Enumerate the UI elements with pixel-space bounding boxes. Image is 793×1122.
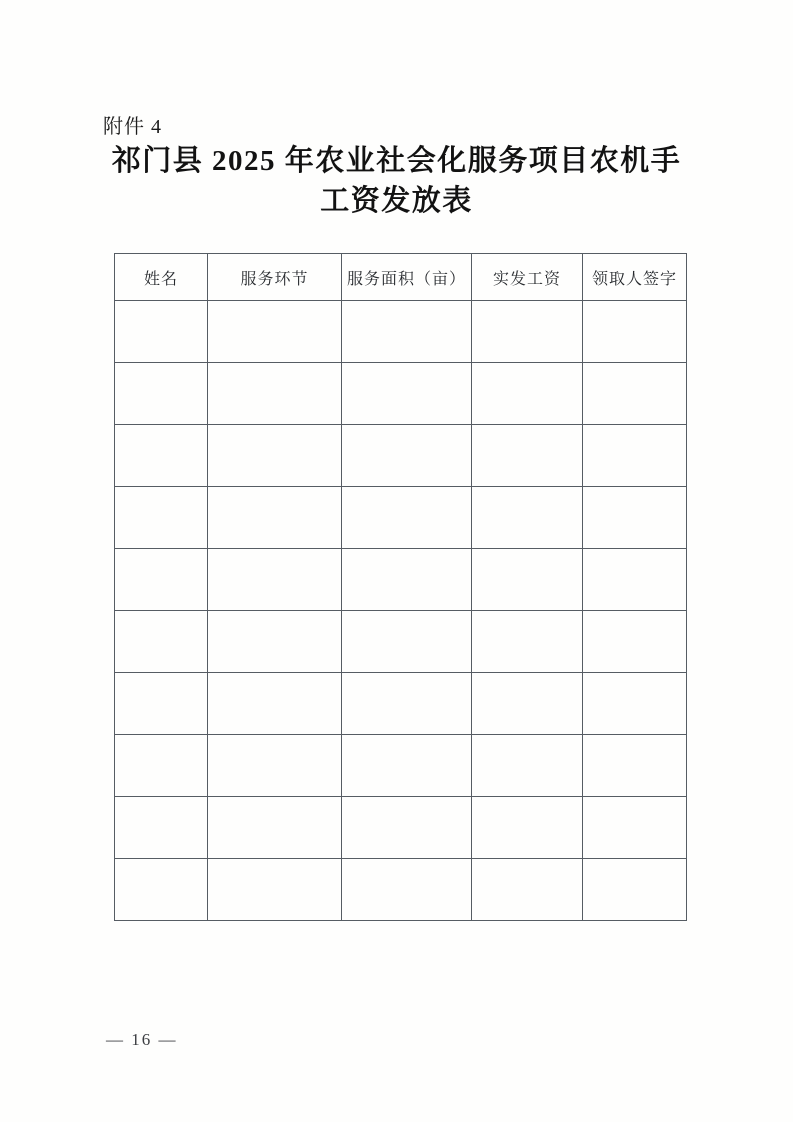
table-cell	[342, 487, 472, 549]
table-cell	[472, 425, 583, 487]
table-cell	[583, 363, 687, 425]
table-cell	[115, 735, 208, 797]
table-row	[115, 301, 687, 363]
table-cell	[208, 487, 342, 549]
table-row	[115, 363, 687, 425]
table-cell	[115, 611, 208, 673]
table-cell	[115, 549, 208, 611]
table-cell	[472, 797, 583, 859]
table-cell	[472, 363, 583, 425]
table-header-cell: 姓名	[115, 254, 208, 301]
table-row	[115, 673, 687, 735]
table-row	[115, 735, 687, 797]
table-cell	[208, 301, 342, 363]
attachment-label: 附件 4	[103, 116, 162, 138]
table-row	[115, 425, 687, 487]
table-row	[115, 797, 687, 859]
table-header-cell: 服务环节	[208, 254, 342, 301]
table-cell	[208, 363, 342, 425]
table-cell	[115, 797, 208, 859]
table-cell	[208, 425, 342, 487]
table-cell	[583, 859, 687, 921]
table-cell	[115, 301, 208, 363]
table-cell	[583, 611, 687, 673]
table-header-cell: 领取人签字	[583, 254, 687, 301]
table-cell	[342, 673, 472, 735]
table-cell	[342, 363, 472, 425]
table-cell	[208, 611, 342, 673]
table-cell	[208, 797, 342, 859]
table-cell	[342, 735, 472, 797]
table-cell	[208, 673, 342, 735]
table-cell	[472, 487, 583, 549]
table-cell	[342, 549, 472, 611]
table-cell	[583, 549, 687, 611]
table-cell	[583, 797, 687, 859]
table-row	[115, 549, 687, 611]
table-cell	[472, 611, 583, 673]
table-cell	[583, 735, 687, 797]
table-cell	[583, 301, 687, 363]
table-cell	[583, 673, 687, 735]
table-cell	[115, 363, 208, 425]
table-header-row	[115, 254, 687, 301]
table-cell	[208, 549, 342, 611]
table-cell	[342, 425, 472, 487]
table-row	[115, 859, 687, 921]
document-title-line-2: 工资发放表	[320, 185, 473, 217]
table-cell	[115, 425, 208, 487]
table-cell	[208, 859, 342, 921]
table-cell	[342, 859, 472, 921]
table-cell	[472, 735, 583, 797]
wage-table-body	[115, 301, 687, 921]
table-cell	[472, 549, 583, 611]
table-row	[115, 487, 687, 549]
table-cell	[115, 487, 208, 549]
document-title	[0, 141, 793, 221]
table-cell	[115, 859, 208, 921]
table-cell	[472, 859, 583, 921]
table-cell	[583, 425, 687, 487]
table-cell	[472, 301, 583, 363]
table-header-cell: 实发工资	[472, 254, 583, 301]
table-header-cell: 服务面积（亩）	[342, 254, 472, 301]
table-cell	[115, 673, 208, 735]
wage-table	[114, 253, 687, 921]
table-cell	[342, 611, 472, 673]
table-cell	[208, 735, 342, 797]
document-title-line-1: 祁门县 2025 年农业社会化服务项目农机手	[111, 145, 682, 177]
table-cell	[342, 797, 472, 859]
table-row	[115, 611, 687, 673]
table-cell	[472, 673, 583, 735]
table-cell	[583, 487, 687, 549]
table-cell	[342, 301, 472, 363]
page-number: — 16 —	[106, 1030, 178, 1049]
